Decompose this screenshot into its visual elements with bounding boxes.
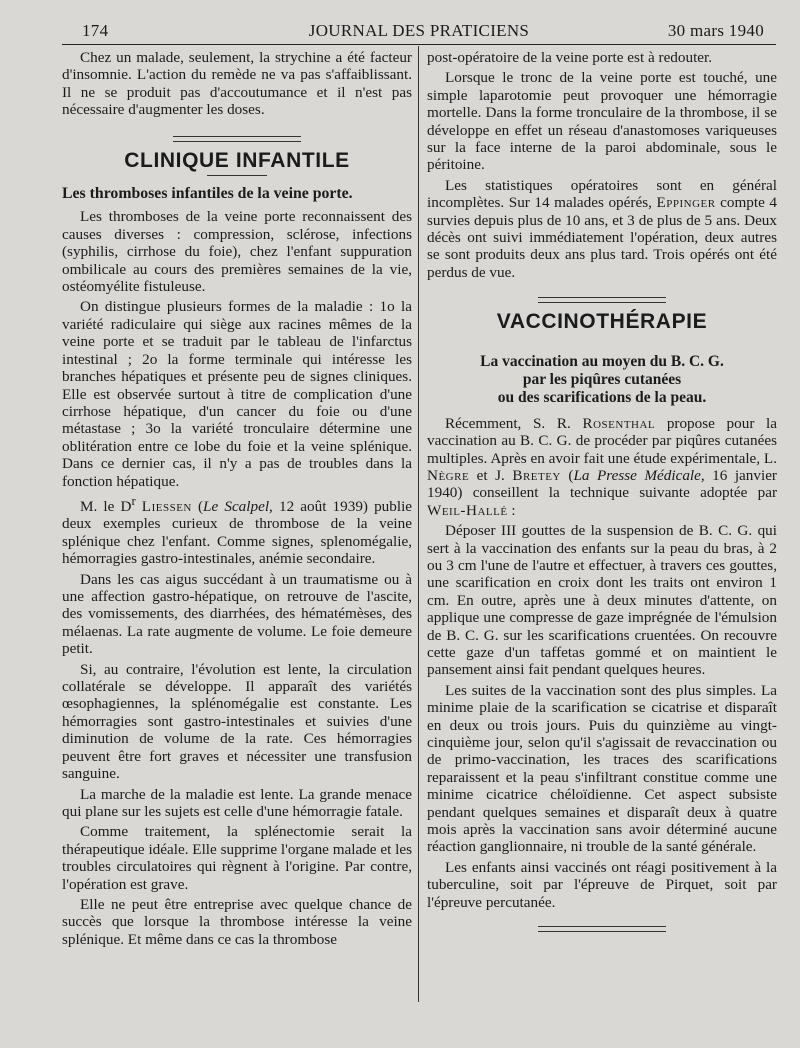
paragraph-cas-aigus: Dans les cas aigus succédant à un traumatisme ou à une affection gastro-hépatique, on retrouve de l'ascite, des vomissements, des diarrhées, des hématémèses, des mélaenas. La rate augmente de volume. Le foie demeure petit.	[62, 570, 412, 658]
article-title-vaccination: La vaccination au moyen du B. C. G. par les piqûres cutanées ou des scarifications de la peau.	[480, 352, 724, 406]
page-number: 174	[82, 21, 109, 40]
column-divider	[418, 46, 419, 1002]
paragraph-statistiques: Les statistiques opératoires sont en général incomplètes. Sur 14 malades opérés, Eppinger compte 4 survies depuis plus de 10 ans, et 3 de plus de 5 ans. Deux décès ont suivi immédiatement l'opération, deux autres se sont produits deux ans plus tard. Trois opérés ont été perdus de vue.	[427, 176, 778, 281]
author-name: Liessen	[141, 498, 192, 515]
paragraph-technique: Déposer III gouttes de la suspension de B. C. G. qui sert à la vaccination des enfants sur la peau du bras, à 2 ou 3 cm l'une de l'autre et effectuer, à travers ces gouttes, une scarification en croix dont les traits ont environ 1 cm. En outre, après une à deux minutes d'attente, on applique une compresse de gaze imprégnée de l'émulsion de B. C. G. sur les scarifications cruentées. On recouvre cette gaze d'un taffetas gommé et on maintient le pansement ainsi fait pendant quelques heures.	[427, 522, 777, 679]
left-column	[62, 49, 412, 951]
author-name: Eppinger	[656, 194, 716, 212]
section-title-clinique: CLINIQUE INFANTILE	[124, 148, 350, 172]
source-title: Le Scalpel,	[203, 498, 273, 515]
article-title-thromboses: Les thromboses infantiles de la veine porte.	[62, 185, 353, 203]
paragraph-tuberculine: Les enfants ainsi vaccinés ont réagi positivement à la tuberculine, soit par l'épreuve de Pirquet, soit par l'épreuve percutanée.	[427, 858, 777, 911]
paragraph-formes: On distingue plusieurs formes de la maladie : 1o la variété radiculaire qui siège aux racines mêmes de la veine porte et se traduit par le tableau de l'infarctus intestinal ; 2o la forme terminale qui intéresse les branches hépatiques et présente peu de signes cliniques. Elle est observée surtout à titre de complication d'une cirrhose hépatique, d'un cancer du foie ou d'une métastase ; 3o la variété tronculaire détermine une oblitération entre ce lobe du foie et la veine splénique. Dans ce dernier cas, il n'y a pas de troubles dans la fonction hépatique.	[62, 298, 412, 490]
paragraph-liessen: M. le $D^r$ Liessen (Le Scalpel, 12 août 1939) publie deux exemples curieux de thrombose de la veine splénique chez l'enfant. Comme signes, splenomégalie, hémorragies gastro-intestinales, anémie secondaire.	[62, 493, 413, 568]
section-separator	[538, 926, 666, 932]
source-title: La Presse Médicale,	[573, 466, 705, 484]
paragraph-continuation: post-opératoire de la veine porte est à redouter.	[427, 49, 713, 66]
paragraph-rosenthal: Récemment, S. R. Rosenthal propose pour la vaccination au B. C. G. de procéder par piqûres cutanées multiples. Après en avoir fait une étude expérimentale, L. Nègre et J. Bretey (La Presse Médicale, 16 janvier 1940) conseillent la technique suivante adoptée par Weil-Hallé :	[427, 414, 777, 519]
paragraph-causes: Les thromboses de la veine porte reconnaissent des causes diverses : compression, sclérose, infections (syphilis, cirrhose du foie), chez l'enfant suppuration ombilicale au cours des premières semaines de la vie, ostéomyélite fistuleuse.	[62, 208, 412, 296]
intro-paragraph: Chez un malade, seulement, la strychine a été facteur d'insomnie. L'action du remède ne va pas s'affaiblissant. Il ne se produit pas d'accoutumance et il n'est pas nécessaire d'augmenter les doses.	[62, 49, 412, 119]
page-header	[62, 18, 776, 45]
paragraph-evolution: Si, au contraire, l'évolution est lente, la circulation collatérale se développe. Il apparaît des variétés œsophagiennes, la splénomégalie est constante. Les hémorragies sont gastro-intestinales et suivies d'une diminution de volume de la rate. Ces hémorragies peuvent être fort graves et nécessiter une transfusion sanguine.	[62, 660, 412, 783]
issue-date: 30 mars 1940	[667, 21, 764, 40]
paragraph-entreprise: Elle ne peut être entreprise avec quelque chance de succès que lorsque la thrombose intéresse la veine splénique. Et même dans ce cas la thrombose	[62, 895, 412, 948]
section-title-vaccinotherapie: VACCINOTHÉRAPIE	[496, 310, 708, 334]
right-column	[427, 49, 777, 932]
paragraph-suites: Les suites de la vaccination sont des plus simples. La minime plaie de la scarification se cicatrise et disparaît en deux ou trois jours. Puis du quinzième au vingt-cinquième jour, selon qu'il s'agissait de revaccination ou de primo-vaccination, les traces des scarifications reparaissent et la peau s'infiltrant constitue comme une minime cicatrice chéloïdienne. Cet aspect subsiste pendant quelques semaines et disparaît deux à quatre mois après la vaccination sans avoir déterminé aucune réaction ganglionnaire, ni trouble de la santé générale.	[427, 681, 777, 856]
paragraph-tronc: Lorsque le tronc de la veine porte est touché, une simple laparotomie peut provoquer une hémorragie mortelle. Dans la forme tronculaire de la thrombose, il se développe en effet un réseau d'anastomoses variqueuses sur la face interne de la paroi abdominale, sous le péritoine.	[427, 69, 777, 174]
paragraph-marche: La marche de la maladie est lente. La grande menace qui plane sur les sujets est celle d'une hémorragie fatale.	[62, 785, 412, 820]
paragraph-traitement: Comme traitement, la splénectomie serait la thérapeutique idéale. Elle supprime l'organe malade et les troubles circulatoires qui règnent à l'origine. Par contre, l'opération est grave.	[62, 823, 412, 893]
journal-title: JOURNAL DES PRATICIENS	[308, 21, 530, 40]
